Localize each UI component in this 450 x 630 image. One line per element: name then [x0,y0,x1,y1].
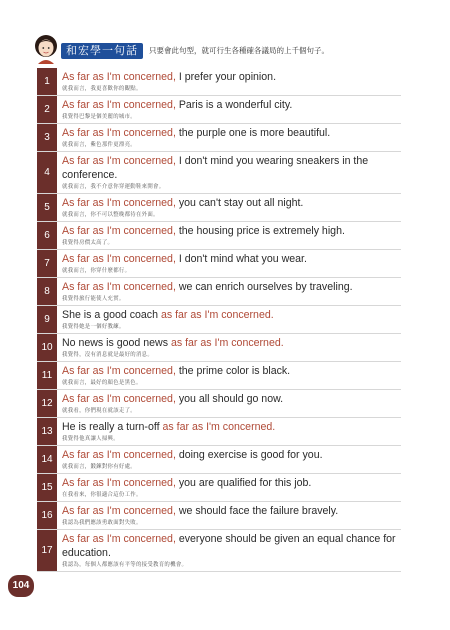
sentence-content [57,278,401,305]
sentence-content [57,124,401,151]
english-sentence [62,336,397,350]
sentence-text: everyone should be given an equal chance for education. [62,533,396,559]
sentence-content [57,194,401,221]
sentence-number: 5 [37,194,57,221]
sentence-text: the housing price is extremely high. [175,225,345,237]
sentence-list [37,68,401,572]
chinese-translation: 我認為，每個人都應該有平等的接受教育的機會。 [62,562,188,568]
chinese-translation: 就我而言，最好的顏色是黑色。 [62,380,142,386]
sentence-text: I don't mind what you wear. [175,253,307,265]
sentence-content [57,474,401,501]
english-sentence [62,154,397,182]
key-phrase: As far as I'm concerned, [62,155,176,167]
sentence-content [57,68,401,95]
key-phrase: As far as I'm concerned, [62,449,176,461]
sentence-content [57,334,401,361]
english-sentence [62,504,397,518]
sentence-row [37,152,401,194]
key-phrase: as far as I'm concerned. [162,421,276,433]
chinese-translation: 就我而言，紫色那件更漂亮。 [62,142,136,148]
sentence-row [37,502,401,530]
sentence-number: 2 [37,96,57,123]
sentence-number: 17 [37,530,57,571]
english-sentence [62,126,397,140]
key-phrase: As far as I'm concerned, [62,197,176,209]
sentence-number: 14 [37,446,57,473]
sentence-text: Paris is a wonderful city. [175,99,293,111]
english-sentence [62,308,397,322]
english-sentence [62,252,397,266]
english-sentence [62,448,397,462]
sentence-content [57,152,401,193]
sentence-number: 1 [37,68,57,95]
chinese-translation: 我覺得，沒有消息就是最好的消息。 [62,352,154,358]
sentence-number: 8 [37,278,57,305]
english-sentence [62,224,397,238]
sentence-text: No news is good news [62,337,171,349]
sentence-row [37,362,401,390]
sentence-text: the purple one is more beautiful. [175,127,331,139]
key-phrase: As far as I'm concerned, [62,365,176,377]
key-phrase: As far as I'm concerned, [62,505,176,517]
sentence-text: we can enrich ourselves by traveling. [175,281,353,293]
sentence-content [57,418,401,445]
sentence-row [37,418,401,446]
sentence-content [57,96,401,123]
sentence-text: doing exercise is good for you. [175,449,323,461]
sentence-number: 7 [37,250,57,277]
sentence-row [37,474,401,502]
sentence-number: 3 [37,124,57,151]
sentence-number: 9 [37,306,57,333]
chinese-translation: 就我而言，我更喜歡你的觀點。 [62,86,142,92]
english-sentence [62,392,397,406]
sentence-row [37,446,401,474]
sentence-text: you are qualified for this job. [175,477,312,489]
sentence-row [37,306,401,334]
header-note: 只要會此句型，就可行生各種確各議局的上千個句子。 [149,46,329,55]
chinese-translation: 就我而言，我不介意你穿運動鞋來開會。 [62,184,165,190]
sentence-number: 11 [37,362,57,389]
english-sentence [62,476,397,490]
sentence-row [37,96,401,124]
sentence-row [37,124,401,152]
sentence-content [57,446,401,473]
key-phrase: As far as I'm concerned, [62,393,176,405]
key-phrase: As far as I'm concerned, [62,477,176,489]
key-phrase: As far as I'm concerned, [62,533,176,545]
sentence-content [57,306,401,333]
english-sentence [62,280,397,294]
sentence-text: the prime color is black. [175,365,291,377]
english-sentence [62,364,397,378]
chinese-translation: 就我而言，鍛鍊對你有好處。 [62,464,136,470]
chinese-translation: 我覺得巴黎是個美麗的城市。 [62,114,136,120]
english-sentence [62,70,397,84]
sentence-text: I prefer your opinion. [175,71,277,83]
sentence-text: I don't mind you wearing sneakers in the conference. [62,155,369,181]
sentence-row [37,194,401,222]
sentence-number: 13 [37,418,57,445]
key-phrase: As far as I'm concerned, [62,71,176,83]
sentence-row [37,334,401,362]
sentence-number: 10 [37,334,57,361]
page-number: 104 [8,575,34,597]
sentence-content [57,362,401,389]
sentence-row [37,222,401,250]
chinese-translation: 我覺得她是一個好教練。 [62,324,125,330]
sentence-text: we should face the failure bravely. [175,505,339,517]
sentence-row [37,68,401,96]
key-phrase: As far as I'm concerned, [62,127,176,139]
chinese-translation: 我覺得旅行能使人充實。 [62,296,125,302]
chinese-translation: 我覺得房價太高了。 [62,240,114,246]
sentence-row [37,250,401,278]
sentence-content [57,502,401,529]
sentence-number: 16 [37,502,57,529]
chinese-translation: 就我而言，你穿什麼都行。 [62,268,131,274]
sentence-content [57,390,401,417]
key-phrase: As far as I'm concerned, [62,281,176,293]
sentence-number: 12 [37,390,57,417]
english-sentence [62,420,397,434]
key-phrase: as far as I'm concerned. [160,309,274,321]
sentence-content [57,222,401,249]
sentence-text: She is a good coach [62,309,161,321]
page-header [33,34,413,64]
sentence-row [37,530,401,572]
sentence-text: you can't stay out all night. [175,197,304,209]
sentence-number: 4 [37,152,57,193]
sentence-number: 15 [37,474,57,501]
chinese-translation: 我認為我們應該勇敢面對失敗。 [62,520,142,526]
sentence-content [57,250,401,277]
chinese-translation: 就我看，你們現在就該走了。 [62,408,136,414]
english-sentence [62,196,397,210]
sentence-content [57,530,401,571]
sentence-text: you all should go now. [175,393,284,405]
key-phrase: As far as I'm concerned, [62,99,176,111]
chinese-translation: 在我看來，你很適合這份工作。 [62,492,142,498]
chinese-translation: 就我而言，你不可以整晚都待在外面。 [62,212,159,218]
chinese-translation: 我覺得他真讓人掃興。 [62,436,119,442]
sentence-text: He is really a turn-off [62,421,163,433]
english-sentence [62,98,397,112]
sentence-row [37,278,401,306]
english-sentence [62,532,397,560]
sentence-row [37,390,401,418]
key-phrase: as far as I'm concerned. [170,337,284,349]
teacher-avatar [33,34,59,64]
key-phrase: As far as I'm concerned, [62,253,176,265]
key-phrase: As far as I'm concerned, [62,225,176,237]
section-badge: 和宏學一句話 [61,43,143,59]
sentence-number: 6 [37,222,57,249]
